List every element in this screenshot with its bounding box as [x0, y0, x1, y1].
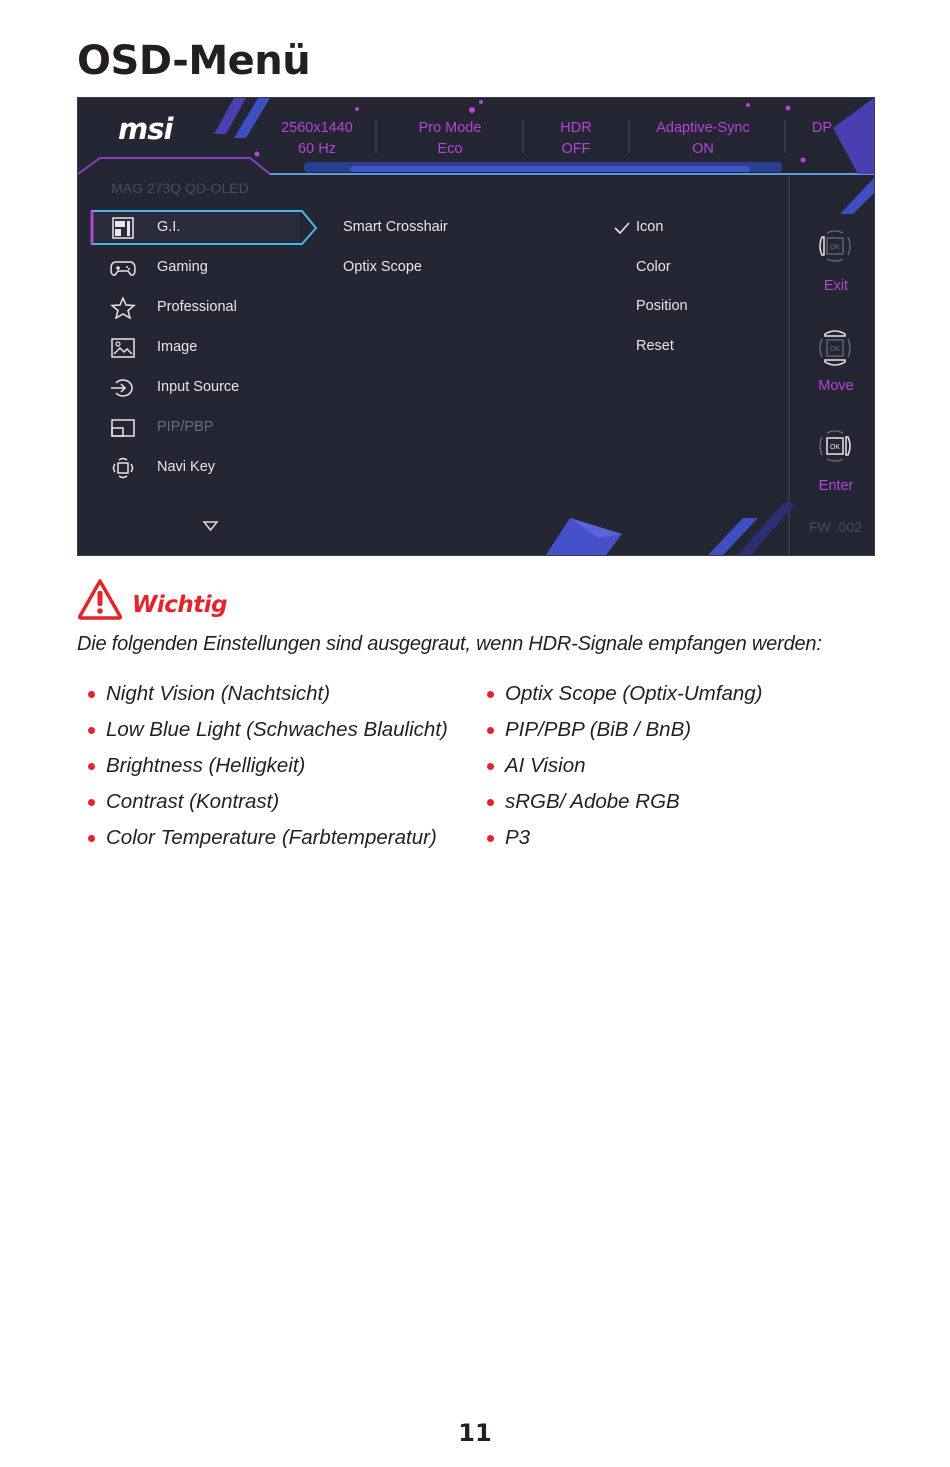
osd-screenshot — [77, 97, 875, 556]
option-reset[interactable]: Reset — [636, 338, 674, 354]
submenu-optix-scope[interactable]: Optix Scope — [343, 259, 422, 275]
list-item: Contrast (Kontrast) — [77, 785, 448, 821]
osd-decoration — [78, 98, 874, 555]
menu-item-navi-key[interactable] — [110, 452, 350, 484]
status-resolution: 2560x1440 60 Hz — [281, 120, 353, 157]
menu-label: Professional — [157, 299, 237, 315]
ok-label: OK — [829, 444, 841, 451]
menu-label: PIP/PBP — [157, 419, 214, 435]
menu-label: Navi Key — [157, 459, 216, 475]
list-item: Night Vision (Nachtsicht) — [77, 677, 448, 713]
gi-icon — [110, 217, 136, 239]
star-icon — [110, 297, 136, 319]
navi-key-exit-icon — [814, 228, 858, 268]
list-item: Optix Scope (Optix-Umfang) — [476, 677, 762, 713]
page-number: 11 — [458, 1419, 492, 1447]
option-position[interactable]: Position — [636, 298, 688, 314]
pip-icon — [110, 417, 136, 439]
option-icon[interactable]: Icon — [636, 219, 664, 235]
msi-logo: msi — [118, 112, 173, 146]
menu-item-pip-pbp[interactable] — [110, 412, 350, 444]
list-item: sRGB/ Adobe RGB — [476, 785, 762, 821]
nav-enter-label: Enter — [818, 478, 854, 494]
warning-icon — [77, 578, 123, 620]
image-icon — [110, 337, 136, 359]
nav-move-label: Move — [818, 378, 854, 394]
page-title: OSD-Menü — [77, 38, 311, 84]
list-item: Low Blue Light (Schwaches Blaulicht) — [77, 713, 448, 749]
navi-key-icon — [110, 457, 136, 479]
menu-label: G.I. — [157, 219, 181, 235]
input-source-icon — [110, 377, 136, 399]
list-item: Color Temperature (Farbtemperatur) — [77, 821, 448, 857]
status-pro-mode: Pro Mode Eco — [418, 120, 482, 157]
list-item: AI Vision — [476, 749, 762, 785]
status-adaptive-sync: Adaptive-Sync ON — [656, 120, 750, 157]
menu-label: Gaming — [157, 259, 208, 275]
navi-key-enter-icon — [814, 428, 858, 468]
list-item: P3 — [476, 821, 762, 857]
menu-item-image[interactable] — [110, 332, 350, 364]
notice-text: Die folgenden Einstellungen sind ausgegraut, wenn HDR-Signale empfangen werden: — [77, 633, 822, 655]
firmware-version: FW .002 — [809, 519, 862, 535]
list-item: PIP/PBP (BiB / BnB) — [476, 713, 762, 749]
ok-label: OK — [829, 346, 841, 353]
notice-title: Wichtig — [132, 592, 228, 618]
check-icon — [614, 222, 630, 234]
menu-item-input-source[interactable] — [110, 372, 350, 404]
status-hdr: HDR OFF — [560, 120, 592, 157]
menu-label: Input Source — [157, 379, 240, 395]
nav-exit-label: Exit — [823, 278, 849, 294]
status-input: DP — [811, 120, 833, 136]
list-item: Brightness (Helligkeit) — [77, 749, 448, 785]
menu-item-professional[interactable] — [110, 292, 350, 324]
navi-key-move-icon — [814, 326, 858, 372]
ok-label: OK — [829, 244, 841, 251]
menu-item-gi[interactable] — [110, 212, 350, 244]
menu-item-gaming[interactable] — [110, 252, 350, 284]
greyed-settings-list-right — [476, 677, 762, 857]
submenu-smart-crosshair[interactable]: Smart Crosshair — [343, 219, 448, 235]
menu-label: Image — [157, 339, 198, 355]
monitor-model: MAG 273Q QD-OLED — [111, 180, 249, 196]
greyed-settings-list-left — [77, 677, 448, 857]
option-color[interactable]: Color — [636, 259, 671, 275]
gamepad-icon — [110, 257, 136, 279]
